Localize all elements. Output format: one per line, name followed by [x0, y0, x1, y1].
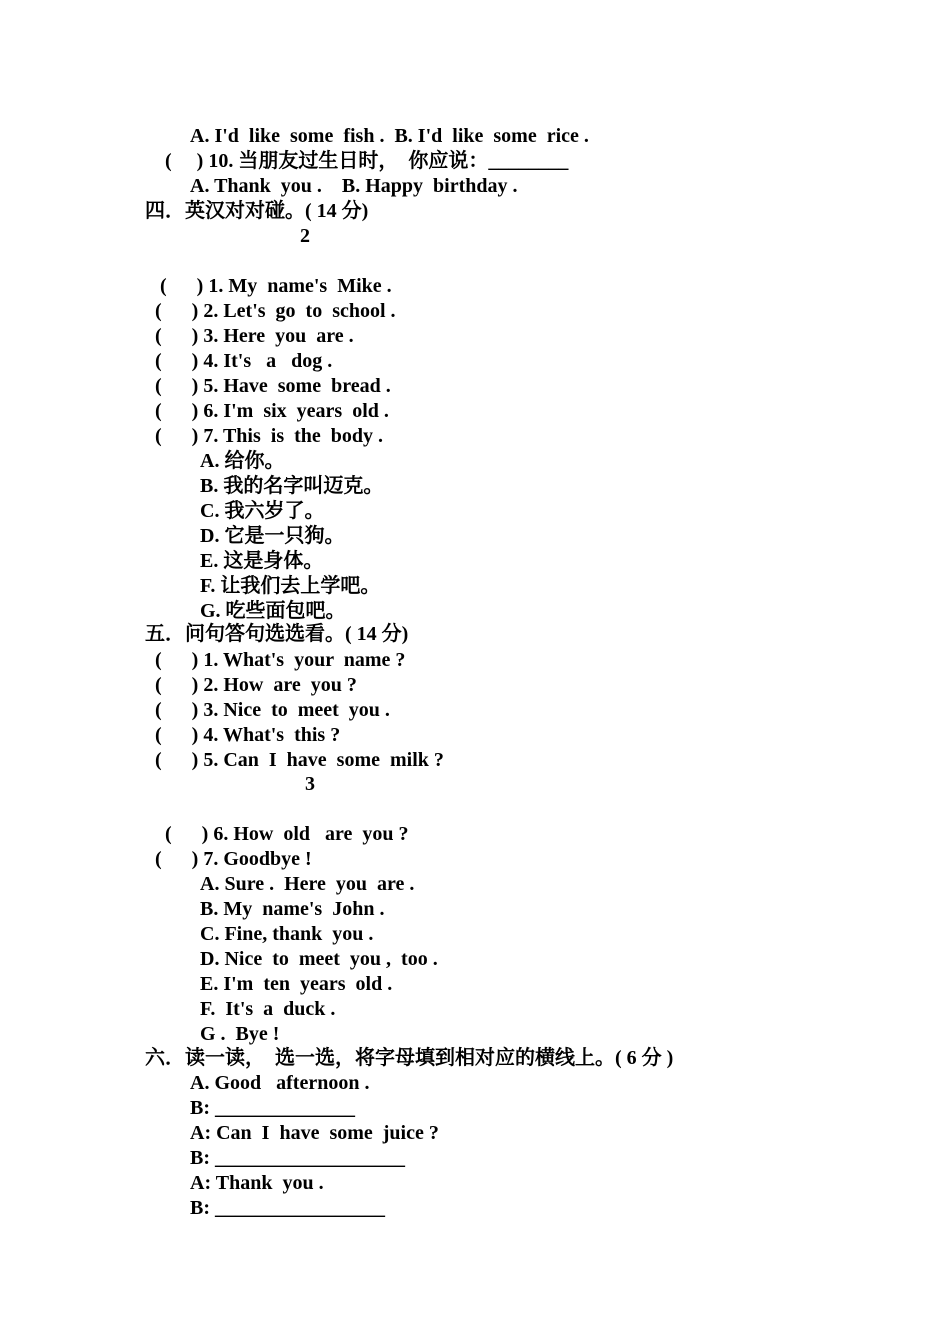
dialogue-line: B: _________________	[190, 1197, 385, 1219]
section-4-option: B. 我的名字叫迈克。	[200, 475, 384, 497]
section-5-item: ( ) 6. How old are you ?	[165, 823, 409, 845]
q10-question: ( ) 10. 当朋友过生日时， 你应说：________	[165, 150, 569, 172]
section-4-option: D. 它是一只狗。	[200, 525, 345, 547]
dialogue-line: A: Thank you .	[190, 1172, 324, 1194]
section-5-option: G . Bye !	[200, 1023, 280, 1045]
section-4-option: A. 给你。	[200, 450, 285, 472]
section-5-item: ( ) 2. How are you ?	[155, 674, 357, 696]
dialogue-line: B: ______________	[190, 1097, 355, 1119]
page-number: 2	[300, 225, 310, 247]
section-4-item: ( ) 4. It's a dog .	[155, 350, 333, 372]
section-4-item: ( ) 6. I'm six years old .	[155, 400, 389, 422]
section-4-option: F. 让我们去上学吧。	[200, 575, 381, 597]
section-5-item: ( ) 4. What's this ?	[155, 724, 341, 746]
q9-options: A. I'd like some fish . B. I'd like some rice .	[190, 125, 589, 147]
section-6-title: 六．读一读， 选一选，将字母填到相对应的横线上。( 6 分 )	[145, 1047, 674, 1069]
section-5-item: ( ) 5. Can I have some milk ?	[155, 749, 444, 771]
section-5-item: ( ) 1. What's your name ?	[155, 649, 406, 671]
section-5-option: B. My name's John .	[200, 898, 385, 920]
section-5-option: D. Nice to meet you , too .	[200, 948, 438, 970]
page-number: 3	[305, 773, 315, 795]
dialogue-line: A. Good afternoon .	[190, 1072, 370, 1094]
section-5-option: F. It's a duck .	[200, 998, 336, 1020]
section-4-option: E. 这是身体。	[200, 550, 324, 572]
dialogue-line: A: Can I have some juice ?	[190, 1122, 439, 1144]
section-4-option: G. 吃些面包吧。	[200, 600, 346, 622]
section-5-option: C. Fine, thank you .	[200, 923, 374, 945]
section-4-item: ( ) 5. Have some bread .	[155, 375, 391, 397]
section-4-option: C. 我六岁了。	[200, 500, 325, 522]
section-4-item: ( ) 7. This is the body .	[155, 425, 384, 447]
section-4-item: ( ) 2. Let's go to school .	[155, 300, 396, 322]
q10-options: A. Thank you . B. Happy birthday .	[190, 175, 518, 197]
section-5-option: E. I'm ten years old .	[200, 973, 393, 995]
section-4-item: ( ) 1. My name's Mike .	[160, 275, 392, 297]
dialogue-line: B: ___________________	[190, 1147, 405, 1169]
section-5-option: A. Sure . Here you are .	[200, 873, 415, 895]
section-5-title: 五．问句答句选选看。( 14 分)	[145, 623, 409, 645]
section-4-title: 四．英汉对对碰。( 14 分)	[145, 200, 369, 222]
section-5-item: ( ) 7. Goodbye !	[155, 848, 312, 870]
section-5-item: ( ) 3. Nice to meet you .	[155, 699, 390, 721]
section-4-item: ( ) 3. Here you are .	[155, 325, 354, 347]
